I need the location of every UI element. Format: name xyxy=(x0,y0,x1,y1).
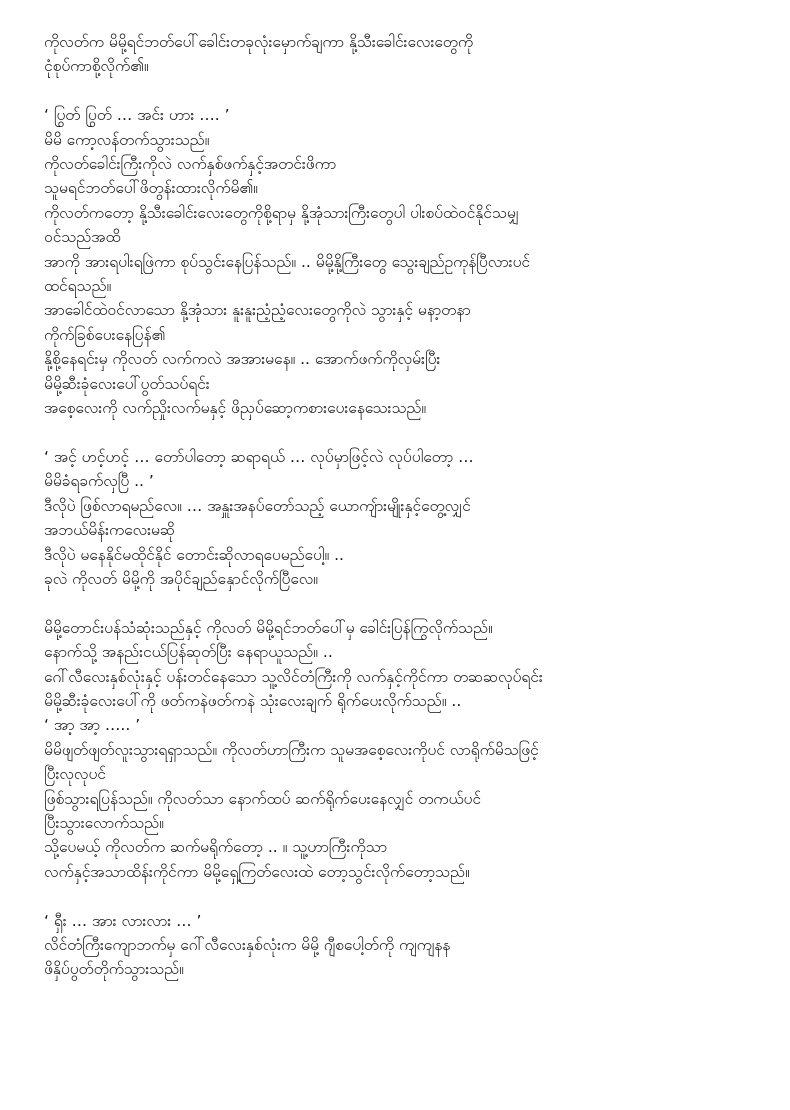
text-line: ထင်ရသည်။ xyxy=(44,277,112,296)
story-page xyxy=(44,30,764,1006)
text-line: ကိုလတ်က မိမို့ရင်ဘတ်ပေါ်ခေါင်းတခုလုံးမှောက်ချကာ နို့သီးခေါင်းလေးတွေကို xyxy=(44,33,474,51)
text-line: ဝင်သည်အထိ xyxy=(44,228,121,247)
text-line: ဒီလိုပဲ ဖြစ်လာရမည်လေ။ … အနှူးအနပ်တော်သည့် ယောကျ်ားမျိုးနှင့်တွေ့လျှင် xyxy=(44,496,471,515)
text-line: ‘ ရှီး … အား လားလား … ’ xyxy=(44,911,202,930)
text-line: မိမိဖျတ်ဖျတ်လူးသွားရရှာသည်။ ကိုလတ်ဟာကြီးက သူမအစေ့လေးကိုပင် လာရိုက်မိသဖြင့် xyxy=(44,740,539,759)
text-line: လက်နှင့်အသာထိန်းကိုင်ကာ မိမို့ရှေ့ကြတ်လေးထဲ တော့သွင်းလိုက်တော့သည်။ xyxy=(44,862,470,881)
text-line: ကိုလတ်ကတော့ နို့သီးခေါင်းလေးတွေကိုစို့ရာမှ နို့အုံသားကြီးတွေပါ ပါးစပ်ထဲဝင်နိုင်သမျှ xyxy=(44,203,519,222)
text-line: လိင်တံကြီးကျောဘက်မှ ဂေါ်လီလေးနှစ်လုံးက မိမို့ ဂျီစပေါ့တ်ကို ကျကျနန xyxy=(44,935,451,954)
text-line: မိမိ ကော့လန်တက်သွားသည်။ xyxy=(44,130,210,149)
text-line: ‘ ပြွတ် ပြွတ် … အင်း ဟား …. ’ xyxy=(44,106,230,125)
text-line: အာကို အားရပါးရဖြဲကာ စုပ်သွင်းနေပြန်သည်။ .. မိမို့နို့ကြီးတွေ သွေးချည်ဥကုန်ပြီလားပင် xyxy=(44,252,531,271)
story-paragraph xyxy=(44,445,764,591)
story-paragraph xyxy=(44,616,764,884)
text-line: နို့စို့နေရင်းမှ ကိုလတ် လက်ကလဲ အအားမနေ။ .. အောက်ဖက်ကိုလှမ်းပြီး xyxy=(44,350,441,369)
text-line: အာခေါင်ထဲဝင်လာသော နို့အုံသား နူးနူးညံ့ညံ့လေးတွေကိုလဲ သွားနှင့် မနာ့တနာ xyxy=(44,301,471,320)
text-line: အစေ့လေးကို လက်ညှိုးလက်မနှင့် ဖိညှပ်ဆော့ကစားပေးနေသေးသည်။ xyxy=(44,399,427,418)
text-line: ‘ အင့် ဟင့်ဟင့် … တော်ပါတော့ ဆရာရယ် … လုပ်မှာဖြင့်လဲ လုပ်ပါတော့ … xyxy=(44,447,474,466)
text-line: ပြီးသွားလောက်သည်။ xyxy=(44,813,164,832)
text-line: အဘယ်မိန်းကလေးမဆို xyxy=(44,521,175,540)
text-line: ဖြစ်သွားရပြန်သည်။ ကိုလတ်သာ နောက်ထပ် ဆက်ရိုက်ပေးနေလျှင် တကယ်ပင် xyxy=(44,789,481,808)
text-line: ဂေါ်လီလေးနှစ်လုံးနှင့် ပန်းတင်နေသော သူ့လိင်တံကြီးကို လက်နှင့်ကိုင်ကာ တဆဆလုပ်ရင်း xyxy=(44,667,543,686)
text-line: သူမရင်ဘတ်ပေါ်ဖိတွန်းထားလိုက်မိ၏။ xyxy=(44,179,258,198)
text-line: သို့ပေမယ့် ကိုလတ်က ဆက်မရိုက်တော့ .. ။ သူ့ဟာကြီးကိုသာ xyxy=(44,838,387,857)
text-line: ခုလဲ ကိုလတ် မိမို့ကို အပိုင်ချည်နှောင်လိုက်ပြီလေ။ xyxy=(44,569,318,588)
text-line: ‘ အာ့ အာ့ ….. ’ xyxy=(44,716,141,735)
text-line: နောက်သို့ အနည်းငယ်ပြန်ဆုတ်ပြီး နေရာယူသည်။ .. xyxy=(44,643,333,662)
text-line: ကိုက်ခြစ်ပေးနေပြန်၏ xyxy=(44,325,166,344)
text-line: မိမို့ဆီးခုံလေးပေါ်ကို ဖတ်ကနဲဖတ်ကနဲ သုံးလေးချက် ရိုက်ပေးလိုက်သည်။ .. xyxy=(44,691,462,710)
text-line: မိမိခံရခက်လှပြီ .. ’ xyxy=(44,472,154,491)
text-line: ဒီလိုပဲ မနေနိုင်မထိုင်နိုင် တောင်းဆိုလာရပေမည်ပေါ့။ .. xyxy=(44,545,344,564)
text-line: ငုံစုပ်ကာစို့လိုက်၏။ xyxy=(44,57,149,76)
text-line: မိမို့ဆီးခုံလေးပေါ်ပွတ်သပ်ရင်း xyxy=(44,374,210,393)
story-paragraph xyxy=(44,103,764,420)
story-paragraph xyxy=(44,909,764,982)
story-paragraph xyxy=(44,30,764,79)
text-line: မိမို့တောင်းပန်သံဆုံးသည်နှင့် ကိုလတ် မိမို့ရင်ဘတ်ပေါ်မှ ခေါင်းပြန်ကြွလိုက်သည်။ xyxy=(44,618,493,637)
text-line: ကိုလတ်ခေါင်းကြီးကိုလဲ လက်နှစ်ဖက်နှင့်အတင်းဖိကာ xyxy=(44,155,337,174)
text-line: ဖိနှိပ်ပွတ်တိုက်သွားသည်။ xyxy=(44,960,184,979)
text-line: ပြီးလုလုပင် xyxy=(44,765,106,784)
